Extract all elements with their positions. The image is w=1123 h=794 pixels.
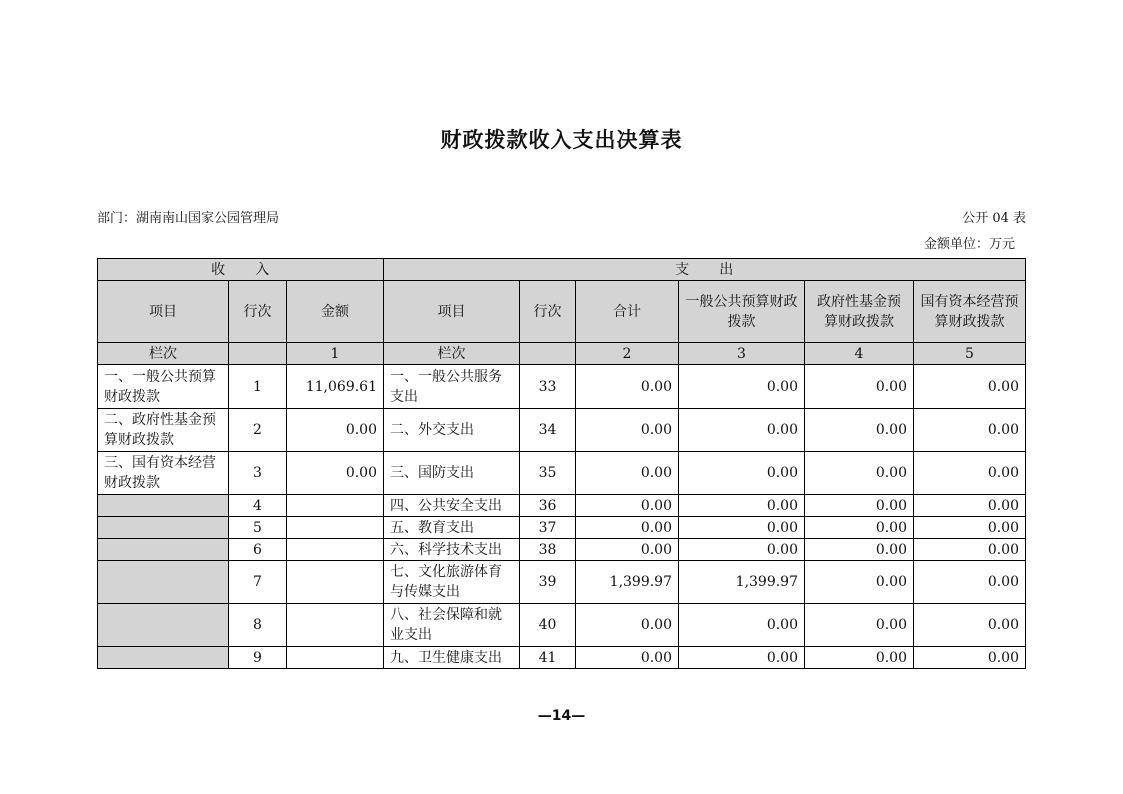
- expense-item-cell: 九、卫生健康支出: [384, 647, 520, 669]
- total-cell: 0.00: [576, 409, 679, 452]
- col-number-5: 5: [914, 343, 1026, 365]
- income-section-header: 收 入: [98, 259, 384, 281]
- table-row: [98, 409, 1026, 452]
- gov-fund-cell: 0.00: [805, 365, 914, 409]
- income-amount-cell: [287, 495, 384, 517]
- income-amount-cell: 0.00: [287, 452, 384, 495]
- column-header-row: [98, 281, 1026, 343]
- general-budget-cell: 0.00: [679, 604, 805, 647]
- state-capital-cell: 0.00: [914, 561, 1026, 604]
- income-item-cell: [98, 495, 229, 517]
- form-number: 公开 04 表: [962, 211, 1026, 226]
- income-line-cell: 4: [229, 495, 287, 517]
- total-cell: 0.00: [576, 495, 679, 517]
- income-item-cell: [98, 539, 229, 561]
- income-item-cell: [98, 604, 229, 647]
- income-line-cell: 9: [229, 647, 287, 669]
- expense-line-cell: 40: [520, 604, 576, 647]
- income-line-cell: 8: [229, 604, 287, 647]
- income-column-no-label: 栏次: [98, 343, 229, 365]
- appropriation-table: [97, 258, 1026, 669]
- total-cell: 0.00: [576, 604, 679, 647]
- col-number-1: 1: [287, 343, 384, 365]
- total-cell: 0.00: [576, 539, 679, 561]
- expense-column-no-label: 栏次: [384, 343, 520, 365]
- table-row: [98, 495, 1026, 517]
- expense-line-blank: [520, 343, 576, 365]
- page-title: 财政拨款收入支出决算表: [440, 127, 683, 152]
- total-cell: 0.00: [576, 647, 679, 669]
- table-row: [98, 539, 1026, 561]
- income-item-cell: 三、国有资本经营财政拨款: [98, 452, 229, 495]
- expense-line-cell: 35: [520, 452, 576, 495]
- income-line-cell: 2: [229, 409, 287, 452]
- expense-item-header: 项目: [384, 281, 520, 343]
- gov-fund-header: 政府性基金预算财政拨款: [805, 281, 914, 343]
- income-amount-cell: 0.00: [287, 409, 384, 452]
- expense-item-cell: 三、国防支出: [384, 452, 520, 495]
- general-budget-cell: 0.00: [679, 365, 805, 409]
- income-line-cell: 7: [229, 561, 287, 604]
- amount-unit: 金额单位：万元: [923, 237, 1015, 252]
- income-item-cell: 一、一般公共预算财政拨款: [98, 365, 229, 409]
- expense-item-cell: 六、科学技术支出: [384, 539, 520, 561]
- income-line-cell: 1: [229, 365, 287, 409]
- general-budget-cell: 0.00: [679, 517, 805, 539]
- gov-fund-cell: 0.00: [805, 604, 914, 647]
- income-amount-cell: [287, 539, 384, 561]
- table-row: [98, 365, 1026, 409]
- income-line-cell: 5: [229, 517, 287, 539]
- income-amount-cell: 11,069.61: [287, 365, 384, 409]
- income-item-cell: [98, 647, 229, 669]
- gov-fund-cell: 0.00: [805, 495, 914, 517]
- expense-item-cell: 八、社会保障和就业支出: [384, 604, 520, 647]
- expense-line-cell: 36: [520, 495, 576, 517]
- income-item-cell: [98, 561, 229, 604]
- expense-line-header: 行次: [520, 281, 576, 343]
- state-capital-cell: 0.00: [914, 409, 1026, 452]
- expense-line-cell: 38: [520, 539, 576, 561]
- general-budget-cell: 0.00: [679, 539, 805, 561]
- income-line-cell: 3: [229, 452, 287, 495]
- state-capital-header: 国有资本经营预算财政拨款: [914, 281, 1026, 343]
- gov-fund-cell: 0.00: [805, 647, 914, 669]
- income-line-header: 行次: [229, 281, 287, 343]
- income-amount-cell: [287, 561, 384, 604]
- gov-fund-cell: 0.00: [805, 452, 914, 495]
- income-amount-header: 金额: [287, 281, 384, 343]
- expense-line-cell: 39: [520, 561, 576, 604]
- state-capital-cell: 0.00: [914, 539, 1026, 561]
- state-capital-cell: 0.00: [914, 365, 1026, 409]
- state-capital-cell: 0.00: [914, 517, 1026, 539]
- general-budget-cell: 0.00: [679, 409, 805, 452]
- expense-section-header: 支 出: [384, 259, 1026, 281]
- expense-item-cell: 五、教育支出: [384, 517, 520, 539]
- income-item-cell: [98, 517, 229, 539]
- expense-item-cell: 一、一般公共服务支出: [384, 365, 520, 409]
- general-budget-cell: 0.00: [679, 647, 805, 669]
- col-number-2: 2: [576, 343, 679, 365]
- general-budget-cell: 1,399.97: [679, 561, 805, 604]
- state-capital-cell: 0.00: [914, 647, 1026, 669]
- page-number: —14—: [537, 708, 586, 724]
- table-row: [98, 604, 1026, 647]
- general-budget-cell: 0.00: [679, 452, 805, 495]
- state-capital-cell: 0.00: [914, 495, 1026, 517]
- gov-fund-cell: 0.00: [805, 539, 914, 561]
- total-header: 合计: [576, 281, 679, 343]
- income-line-cell: 6: [229, 539, 287, 561]
- income-amount-cell: [287, 647, 384, 669]
- gov-fund-cell: 0.00: [805, 517, 914, 539]
- col-number-3: 3: [679, 343, 805, 365]
- table-row: [98, 647, 1026, 669]
- expense-line-cell: 41: [520, 647, 576, 669]
- income-amount-cell: [287, 604, 384, 647]
- expense-line-cell: 34: [520, 409, 576, 452]
- section-header-row: [98, 259, 1026, 281]
- expense-line-cell: 33: [520, 365, 576, 409]
- state-capital-cell: 0.00: [914, 604, 1026, 647]
- expense-item-cell: 四、公共安全支出: [384, 495, 520, 517]
- total-cell: 0.00: [576, 517, 679, 539]
- income-line-blank: [229, 343, 287, 365]
- income-amount-cell: [287, 517, 384, 539]
- department-label: 部门：湖南南山国家公园管理局: [97, 211, 280, 226]
- income-item-cell: 二、政府性基金预算财政拨款: [98, 409, 229, 452]
- total-cell: 1,399.97: [576, 561, 679, 604]
- general-budget-cell: 0.00: [679, 495, 805, 517]
- expense-line-cell: 37: [520, 517, 576, 539]
- table-row: [98, 452, 1026, 495]
- expense-item-cell: 二、外交支出: [384, 409, 520, 452]
- gov-fund-cell: 0.00: [805, 409, 914, 452]
- table-row: [98, 561, 1026, 604]
- column-number-row: [98, 343, 1026, 365]
- table-row: [98, 517, 1026, 539]
- col-number-4: 4: [805, 343, 914, 365]
- general-budget-header: 一般公共预算财政拨款: [679, 281, 805, 343]
- income-item-header: 项目: [98, 281, 229, 343]
- total-cell: 0.00: [576, 365, 679, 409]
- expense-item-cell: 七、文化旅游体育与传媒支出: [384, 561, 520, 604]
- gov-fund-cell: 0.00: [805, 561, 914, 604]
- state-capital-cell: 0.00: [914, 452, 1026, 495]
- total-cell: 0.00: [576, 452, 679, 495]
